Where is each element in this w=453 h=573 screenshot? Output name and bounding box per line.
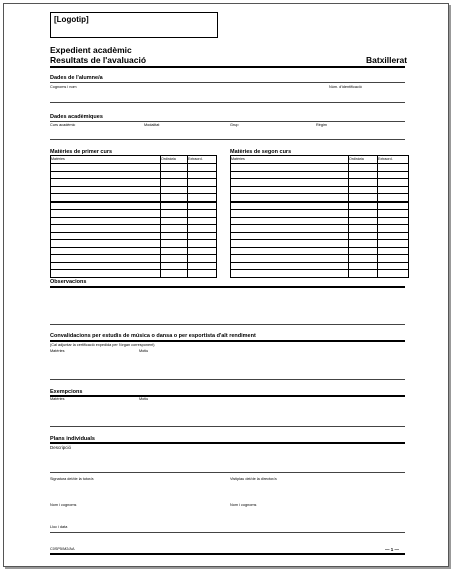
tutor-signature-label: Signatura del/de la tutor/a (50, 477, 94, 481)
modality-label: Modalitat (144, 123, 160, 127)
second-year-table (230, 155, 409, 278)
regime-label: Règim (316, 123, 327, 127)
observations-rule (50, 286, 405, 288)
convalidation-title: Convalidacions per estudis de música o dansa o per esportista d'alt rendiment (50, 333, 256, 339)
director-name-label: Nom i cognoms (230, 503, 257, 507)
table-row (51, 217, 217, 225)
convalidation-note: (Cal adjuntar la certificació expedida per l'òrgan corresponent) (50, 343, 155, 347)
table-row (231, 255, 409, 263)
footer-page-number: — 1 — (385, 547, 400, 552)
table-row (51, 255, 217, 263)
table-row (231, 217, 409, 225)
table-row (51, 270, 217, 278)
table-row (51, 262, 217, 270)
table-row (231, 210, 409, 218)
table-row (231, 262, 409, 270)
convalidation-field-line (50, 379, 405, 380)
group-label: Grup (230, 123, 239, 127)
table-header-row (231, 156, 409, 164)
document-subtitle: Resultats de l'avaluació (50, 55, 147, 65)
col-ordinary: Ordinària (161, 156, 188, 164)
table-row (231, 240, 409, 248)
director-signature-label: Vistiplau del/de la director/a (230, 477, 277, 481)
table-row (51, 194, 217, 202)
exemptions-field-line (50, 426, 405, 427)
convalidation-subjects-label: Matèries (50, 349, 65, 353)
col-subject: Matèries (231, 156, 349, 164)
place-date-label: Lloc i data (50, 525, 68, 529)
table-header-row (51, 156, 217, 164)
academic-field-line (50, 139, 405, 140)
signatures-rule (50, 532, 405, 533)
footer-rule (50, 553, 405, 555)
footer-code: C0SP5/M2/AA (50, 547, 75, 551)
table-row (231, 225, 409, 233)
table-row (51, 240, 217, 248)
student-section-title: Dades de l'alumne/a (50, 75, 103, 81)
document-title: Expedient acadèmic (50, 45, 132, 55)
table-row (231, 232, 409, 240)
observations-title: Observacions (50, 279, 87, 285)
table-row (51, 171, 217, 179)
first-year-title: Matèries de primer curs (50, 149, 113, 155)
table-row (51, 225, 217, 233)
table-row (231, 179, 409, 187)
col-ordinary: Ordinària (349, 156, 378, 164)
table-row (51, 179, 217, 187)
col-extra: Extraord. (378, 156, 409, 164)
id-label: Núm. d'identificació (329, 85, 362, 89)
first-year-table (50, 155, 217, 278)
table-row (231, 202, 409, 210)
table-row (231, 270, 409, 278)
individual-plans-title: Plans individuals (50, 436, 95, 442)
document-page (3, 3, 449, 567)
description-label: Descripció (50, 445, 72, 450)
second-year-title: Matèries de segon curs (230, 149, 292, 155)
table-row (231, 186, 409, 194)
tutor-name-label: Nom i cognoms (50, 503, 77, 507)
student-field-line (50, 102, 405, 103)
convalidation-reason-label: Motiu (139, 349, 149, 353)
table-row (231, 164, 409, 172)
col-subject: Matèries (51, 156, 161, 164)
observations-field-line (50, 324, 405, 325)
exemptions-reason-label: Motiu (139, 397, 149, 401)
surname-label: Cognoms i nom (50, 85, 77, 89)
table-row (231, 194, 409, 202)
header-rule (50, 66, 405, 68)
table-row (51, 232, 217, 240)
table-row (51, 210, 217, 218)
student-section-rule (50, 82, 405, 83)
col-extra: Extraord. (188, 156, 217, 164)
individual-plans-rule (50, 442, 405, 444)
individual-plans-field-line (50, 472, 405, 473)
table-row (231, 171, 409, 179)
table-row (51, 247, 217, 255)
table-row (231, 247, 409, 255)
exemptions-title: Exempcions (50, 389, 83, 395)
exemptions-subjects-label: Matèries (50, 397, 65, 401)
stage-label: Batxillerat (366, 55, 408, 65)
exemptions-rule (50, 395, 405, 397)
convalidation-rule (50, 340, 405, 342)
academic-section-rule (50, 121, 405, 122)
academic-section-title: Dades acadèmiques (50, 114, 103, 120)
table-row (51, 202, 217, 210)
table-row (51, 164, 217, 172)
table-row (51, 186, 217, 194)
logo-placeholder: [Logotip] (50, 12, 218, 38)
academic-year-label: Curs acadèmic (50, 123, 76, 127)
